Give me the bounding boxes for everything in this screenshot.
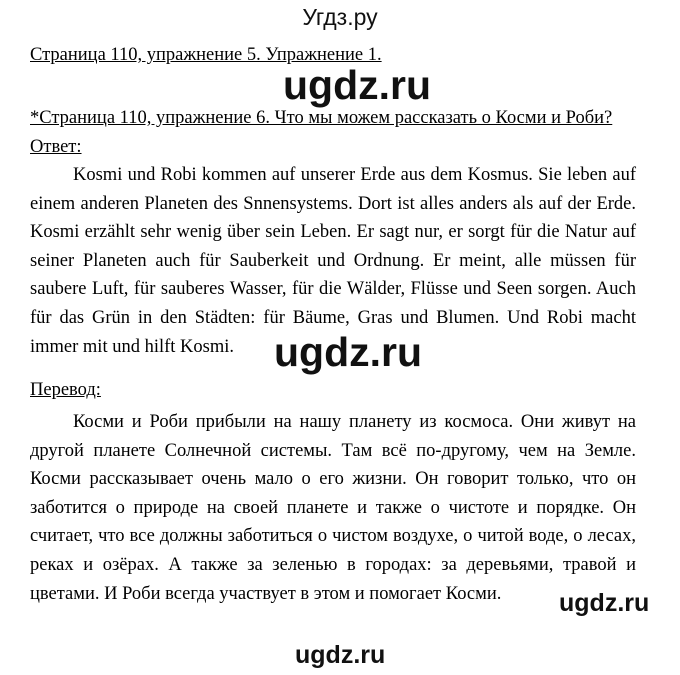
translation-paragraph: Косми и Роби прибыли на нашу планету из космоса. Они живут на другой планете Солнечной системы. Там всё по-другому, чем на Земле. Косми рассказывает очень мало о его жизни. Он говорит только, что он заботится о природе на своей планете и также о чистоте и порядке. Он считает, что все должны заботиться о чистом воздухе, о читой воде, о лесах, реках и озёрах. А также за зеленью в городах: за деревьями, травой и цветами. И Роби всегда участвует в этом и помогает Косми. (30, 412, 636, 604)
watermark-top: ugdz.ru (283, 62, 432, 108)
answer-label: Ответ: (30, 137, 82, 157)
header-line: Страница 110, упражнение 5. Упражнение 1. (30, 45, 382, 65)
site-title: Угдз.ру (302, 4, 378, 30)
translation-label: Перевод: (30, 380, 101, 400)
watermark-middle: ugdz.ru (270, 329, 426, 376)
watermark-bottom: ugdz.ru (295, 641, 386, 669)
question-line: *Страница 110, упражнение 6. Что мы можем рассказать о Косми и Роби? (30, 108, 613, 128)
answer-paragraph: Kosmi und Robi kommen auf unserer Erde aus dem Kosmus. Sie leben auf einem anderen Planeten des Snnensystems. Dort ist alles anders als auf der Erde. Kosmi erzählt sehr wenig über sein Leben. Er sagt nur, er sorgt für die Natur auf seiner Planeten auch für Sauberkeit und Ordnung. Er meint, alle müssen für saubere Luft, für sauberes Wasser, für die Wälder, Flüsse und Seen sorgen. Auch für das Grün in den Städten: für Bäume, Gras und Blumen. Und Robi macht immer mit und hilft Kosmi. (30, 165, 636, 357)
watermark-small: ugdz.ru (556, 589, 652, 618)
